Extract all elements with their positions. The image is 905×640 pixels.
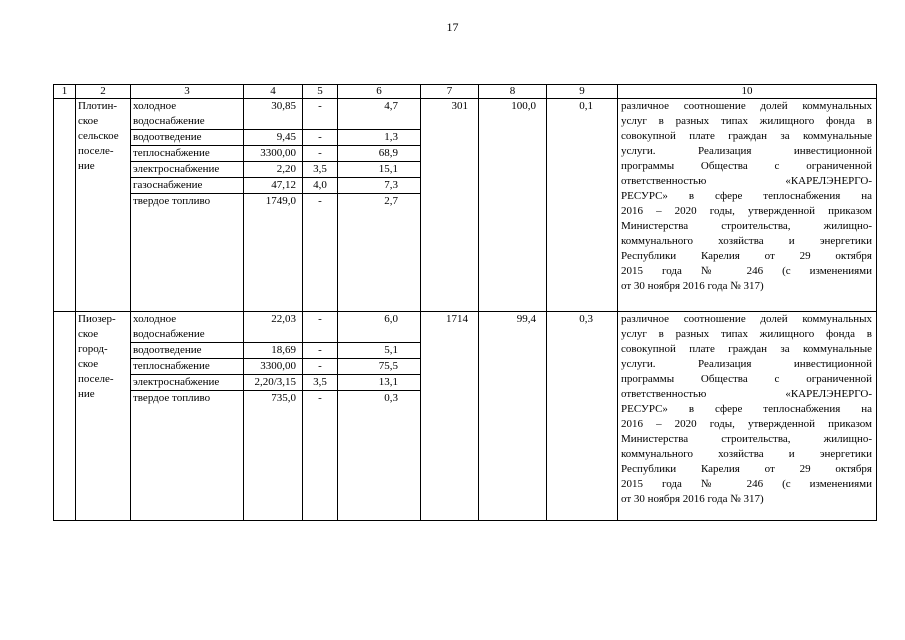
share-value: 75,5 bbox=[338, 359, 421, 375]
settlement-name-line: сельское bbox=[78, 130, 119, 142]
note-text-line: программы Общества с ограниченной bbox=[621, 373, 872, 385]
settlement-name-line: ское bbox=[78, 328, 99, 340]
share-value: 2,7 bbox=[338, 194, 421, 312]
note-text-line: ответственностью «КАРЕЛЭНЕРГО- bbox=[621, 175, 872, 187]
row-index-cell bbox=[54, 312, 76, 521]
service-name bbox=[131, 391, 244, 521]
service-name-line: теплоснабжение bbox=[133, 360, 210, 372]
col-header-3: 3 bbox=[131, 85, 244, 99]
note-text-line: совокупной плате граждан за коммунальные bbox=[621, 130, 872, 142]
table-row bbox=[54, 312, 877, 343]
service-name bbox=[131, 343, 244, 359]
norm-value: - bbox=[303, 391, 338, 521]
share-value: 15,1 bbox=[338, 162, 421, 178]
share-value: 68,9 bbox=[338, 146, 421, 162]
note-text-line: услуг в разных типах жилищного фонда в bbox=[621, 115, 872, 127]
note-text-line: 2016 – 2020 годы, утвержденной приказом bbox=[621, 418, 872, 430]
share-value: 5,1 bbox=[338, 343, 421, 359]
col-header-10: 10 bbox=[618, 85, 877, 99]
col-header-2: 2 bbox=[76, 85, 131, 99]
service-name bbox=[131, 359, 244, 375]
settlement-name-line: ское bbox=[78, 358, 99, 370]
deviation-value: 0,3 bbox=[547, 312, 618, 521]
col-header-8: 8 bbox=[479, 85, 547, 99]
norm-value: - bbox=[303, 146, 338, 162]
service-name-line: водоотведение bbox=[133, 131, 202, 143]
tariff-table bbox=[53, 84, 877, 521]
col-header-7: 7 bbox=[421, 85, 479, 99]
table-row bbox=[54, 99, 877, 130]
service-name-line: электроснабжение bbox=[133, 163, 220, 175]
note-text-line: коммунального хозяйства и энергетики bbox=[621, 448, 872, 460]
service-name bbox=[131, 99, 244, 130]
note-text-line: Республики Карелия от 29 октября bbox=[621, 463, 872, 475]
note-text-line: совокупной плате граждан за коммунальные bbox=[621, 343, 872, 355]
note-text bbox=[618, 312, 877, 521]
col-header-1: 1 bbox=[54, 85, 76, 99]
row-index-cell bbox=[54, 99, 76, 312]
norm-value: 4,0 bbox=[303, 178, 338, 194]
header-row bbox=[54, 85, 877, 99]
tariff-value: 1749,0 bbox=[244, 194, 303, 312]
service-name bbox=[131, 178, 244, 194]
service-name-line: холодное bbox=[133, 313, 177, 325]
settlement-name bbox=[76, 99, 131, 312]
share-value: 1,3 bbox=[338, 130, 421, 146]
note-text-line: Министерства строительства, жилищно- bbox=[621, 433, 872, 445]
norm-value: - bbox=[303, 312, 338, 343]
norm-value: 3,5 bbox=[303, 375, 338, 391]
col-header-6: 6 bbox=[338, 85, 421, 99]
population-value: 301 bbox=[421, 99, 479, 312]
service-name-line: водоснабжение bbox=[133, 115, 205, 127]
service-name-line: твердое топливо bbox=[133, 195, 211, 207]
col-header-4: 4 bbox=[244, 85, 303, 99]
tariff-value: 3300,00 bbox=[244, 146, 303, 162]
note-text-line: ответственностью «КАРЕЛЭНЕРГО- bbox=[621, 388, 872, 400]
service-name bbox=[131, 194, 244, 312]
note-text-line: услуги. Реализация инвестиционной bbox=[621, 358, 872, 370]
coverage-value: 100,0 bbox=[479, 99, 547, 312]
service-name-line: газоснабжение bbox=[133, 179, 203, 191]
settlement-name-line: Пиозер- bbox=[78, 313, 116, 325]
tariff-value: 30,85 bbox=[244, 99, 303, 130]
coverage-value: 99,4 bbox=[479, 312, 547, 521]
note-text-line: услуг в разных типах жилищного фонда в bbox=[621, 328, 872, 340]
col-header-9: 9 bbox=[547, 85, 618, 99]
service-name bbox=[131, 312, 244, 343]
note-text-line: от 30 ноября 2016 года № 317) bbox=[621, 280, 764, 292]
norm-value: - bbox=[303, 130, 338, 146]
service-name bbox=[131, 130, 244, 146]
note-text-line: различное соотношение долей коммунальных bbox=[621, 313, 872, 325]
share-value: 7,3 bbox=[338, 178, 421, 194]
note-text-line: РЕСУРС» в сфере теплоснабжения на bbox=[621, 190, 872, 202]
service-name-line: водоотведение bbox=[133, 344, 202, 356]
settlement-name-line: ние bbox=[78, 160, 95, 172]
note-text-line: коммунального хозяйства и энергетики bbox=[621, 235, 872, 247]
share-value: 13,1 bbox=[338, 375, 421, 391]
note-text-line: Республики Карелия от 29 октября bbox=[621, 250, 872, 262]
note-text-line: различное соотношение долей коммунальных bbox=[621, 100, 872, 112]
tariff-value: 47,12 bbox=[244, 178, 303, 194]
table-body bbox=[54, 99, 877, 521]
norm-value: - bbox=[303, 343, 338, 359]
settlement-name-line: ние bbox=[78, 388, 95, 400]
service-name-line: теплоснабжение bbox=[133, 147, 210, 159]
settlement-name-line: Плотин- bbox=[78, 100, 118, 112]
note-text-line: РЕСУРС» в сфере теплоснабжения на bbox=[621, 403, 872, 415]
settlement-name-line: поселе- bbox=[78, 145, 114, 157]
settlement-name bbox=[76, 312, 131, 521]
tariff-value: 3300,00 bbox=[244, 359, 303, 375]
tariff-value: 9,45 bbox=[244, 130, 303, 146]
service-name-line: водоснабжение bbox=[133, 328, 205, 340]
note-text-line: программы Общества с ограниченной bbox=[621, 160, 872, 172]
norm-value: - bbox=[303, 359, 338, 375]
service-name-line: электроснабжение bbox=[133, 376, 220, 388]
tariff-value: 22,03 bbox=[244, 312, 303, 343]
share-value: 6,0 bbox=[338, 312, 421, 343]
tariff-value: 2,20/3,15 bbox=[244, 375, 303, 391]
note-text-line: 2015 года № 246 (с изменениями bbox=[621, 265, 872, 277]
service-name bbox=[131, 146, 244, 162]
share-value: 0,3 bbox=[338, 391, 421, 521]
norm-value: - bbox=[303, 99, 338, 130]
page-number: 17 bbox=[446, 20, 459, 34]
deviation-value: 0,1 bbox=[547, 99, 618, 312]
note-text-line: Министерства строительства, жилищно- bbox=[621, 220, 872, 232]
note-text bbox=[618, 99, 877, 312]
tariff-value: 18,69 bbox=[244, 343, 303, 359]
tariff-value: 735,0 bbox=[244, 391, 303, 521]
note-text-line: от 30 ноября 2016 года № 317) bbox=[621, 493, 764, 505]
norm-value: - bbox=[303, 194, 338, 312]
note-text-line: 2016 – 2020 годы, утвержденной приказом bbox=[621, 205, 872, 217]
settlement-name-line: ское bbox=[78, 115, 99, 127]
service-name bbox=[131, 162, 244, 178]
settlement-name-line: поселе- bbox=[78, 373, 114, 385]
settlement-name-line: город- bbox=[78, 343, 108, 355]
population-value: 1714 bbox=[421, 312, 479, 521]
norm-value: 3,5 bbox=[303, 162, 338, 178]
service-name bbox=[131, 375, 244, 391]
note-text-line: услуги. Реализация инвестиционной bbox=[621, 145, 872, 157]
col-header-5: 5 bbox=[303, 85, 338, 99]
share-value: 4,7 bbox=[338, 99, 421, 130]
note-text-line: 2015 года № 246 (с изменениями bbox=[621, 478, 872, 490]
tariff-value: 2,20 bbox=[244, 162, 303, 178]
service-name-line: твердое топливо bbox=[133, 392, 211, 404]
service-name-line: холодное bbox=[133, 100, 177, 112]
